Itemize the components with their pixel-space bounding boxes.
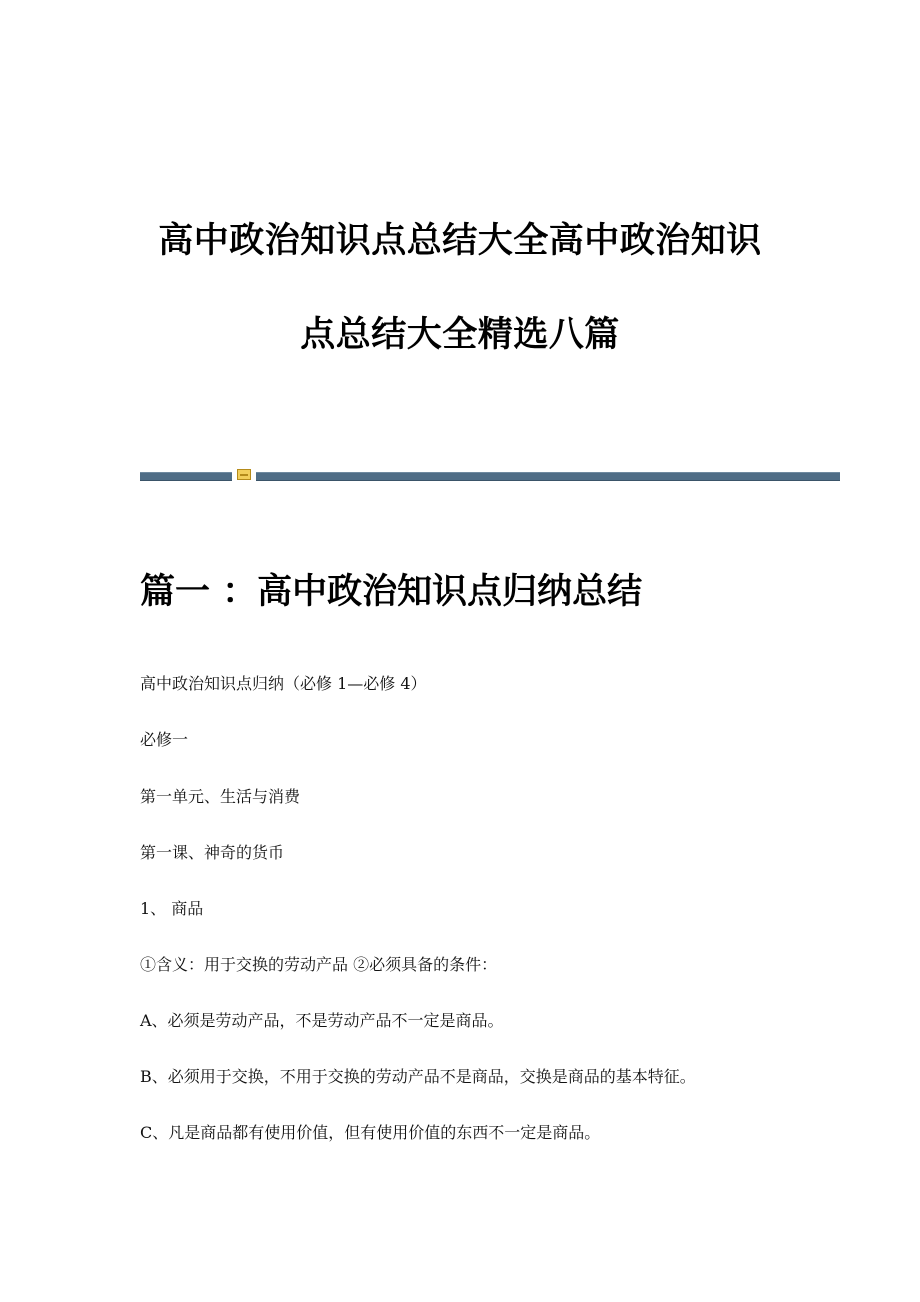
divider-bar-right (256, 472, 840, 481)
section-heading: 篇一 ：高中政治知识点归纳总结 (140, 572, 643, 612)
paragraph: 高中政治知识点归纳（必修 1—必修 4） (140, 674, 427, 693)
paragraph: 第一课、神奇的货币 (140, 843, 285, 862)
paragraph: 第一单元、生活与消费 (140, 787, 301, 806)
title-divider (140, 469, 840, 481)
paragraph: 1、 商品 (140, 899, 204, 918)
paragraph: ①含义：用于交换的劳动产品 ②必须具备的条件： (140, 955, 498, 974)
paragraph: 必修一 (140, 730, 189, 749)
divider-ornament-icon (237, 469, 251, 480)
paragraph: B、必须用于交换，不用于交换的劳动产品不是商品，交换是商品的基本特征。 (140, 1067, 696, 1086)
title-line-1: 高中政治知识点总结大全高中政治知识 (158, 221, 762, 261)
paragraph: A、必须是劳动产品，不是劳动产品不一定是商品。 (140, 1011, 504, 1030)
title-line-2: 点总结大全精选八篇 (300, 315, 620, 355)
divider-bar-left (140, 472, 232, 481)
paragraph: C、凡是商品都有使用价值，但有使用价值的东西不一定是商品。 (140, 1123, 601, 1142)
